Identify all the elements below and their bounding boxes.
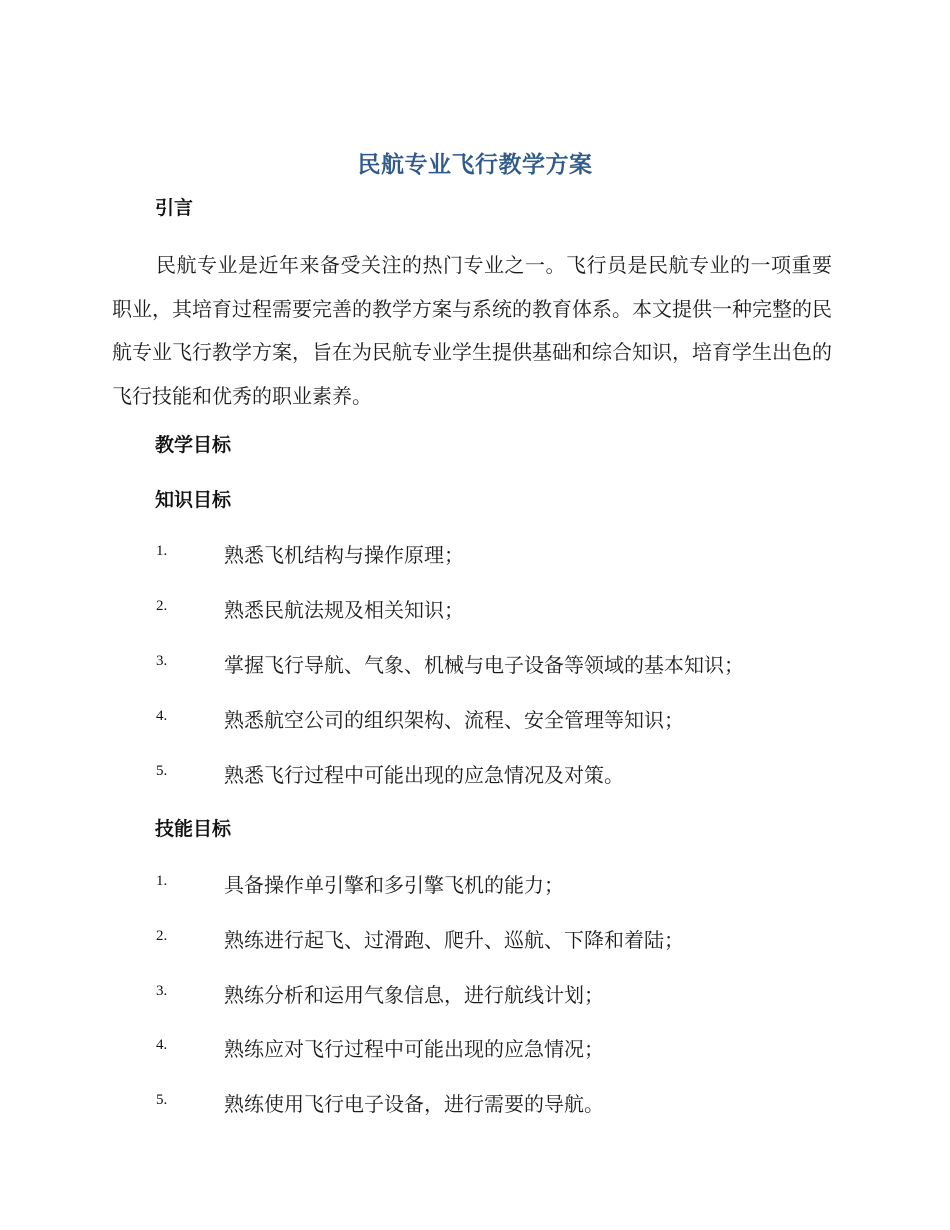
- knowledge-heading: 知识目标: [155, 489, 232, 511]
- knowledge-item: [156, 759, 856, 789]
- list-number: 4.: [156, 1037, 168, 1053]
- list-number: 4.: [156, 708, 168, 724]
- list-text: 熟练应对飞行过程中可能出现的应急情况；: [224, 1037, 604, 1061]
- knowledge-item: [156, 594, 856, 624]
- list-text: 熟练进行起飞、过滑跑、爬升、巡航、下降和着陆；: [224, 928, 684, 952]
- list-text: 具备操作单引擎和多引擎飞机的能力；: [224, 873, 564, 897]
- skills-item: [156, 924, 856, 954]
- list-text: 熟悉民航法规及相关知识；: [224, 598, 464, 622]
- intro-heading: 引言: [155, 197, 194, 219]
- list-number: 3.: [156, 653, 168, 669]
- knowledge-item: [156, 539, 856, 569]
- skills-item: [156, 1033, 856, 1063]
- list-text: 熟练分析和运用气象信息，进行航线计划；: [224, 983, 604, 1007]
- skills-item: [156, 1088, 856, 1118]
- goals-heading: 教学目标: [155, 434, 232, 456]
- skills-item: [156, 869, 856, 899]
- list-text: 掌握飞行导航、气象、机械与电子设备等领域的基本知识；: [224, 653, 744, 677]
- list-number: 3.: [156, 983, 168, 999]
- list-number: 5.: [156, 763, 168, 779]
- knowledge-item: [156, 649, 856, 679]
- list-number: 1.: [156, 543, 168, 559]
- list-text: 熟练使用飞行电子设备，进行需要的导航。: [224, 1092, 604, 1116]
- skills-heading: 技能目标: [155, 818, 232, 840]
- list-number: 5.: [156, 1092, 168, 1108]
- knowledge-item: [156, 704, 856, 734]
- list-number: 2.: [156, 598, 168, 614]
- list-text: 熟悉飞行过程中可能出现的应急情况及对策。: [224, 763, 624, 787]
- list-text: 熟悉航空公司的组织架构、流程、安全管理等知识；: [224, 708, 684, 732]
- list-number: 1.: [156, 873, 168, 889]
- list-text: 熟悉飞机结构与操作原理；: [224, 543, 464, 567]
- document-title: 民航专业飞行教学方案: [357, 152, 593, 178]
- list-number: 2.: [156, 928, 168, 944]
- intro-paragraph: 民航专业是近年来备受关注的热门专业之一。飞行员是民航专业的一项重要职业，其培育过程需要完善的教学方案与系统的教育体系。本文提供一种完整的民航专业飞行教学方案，旨在为民航专业学生提供基础和综合知识，培育学生出色的飞行技能和优秀的职业素养。: [112, 253, 832, 408]
- skills-item: [156, 979, 856, 1009]
